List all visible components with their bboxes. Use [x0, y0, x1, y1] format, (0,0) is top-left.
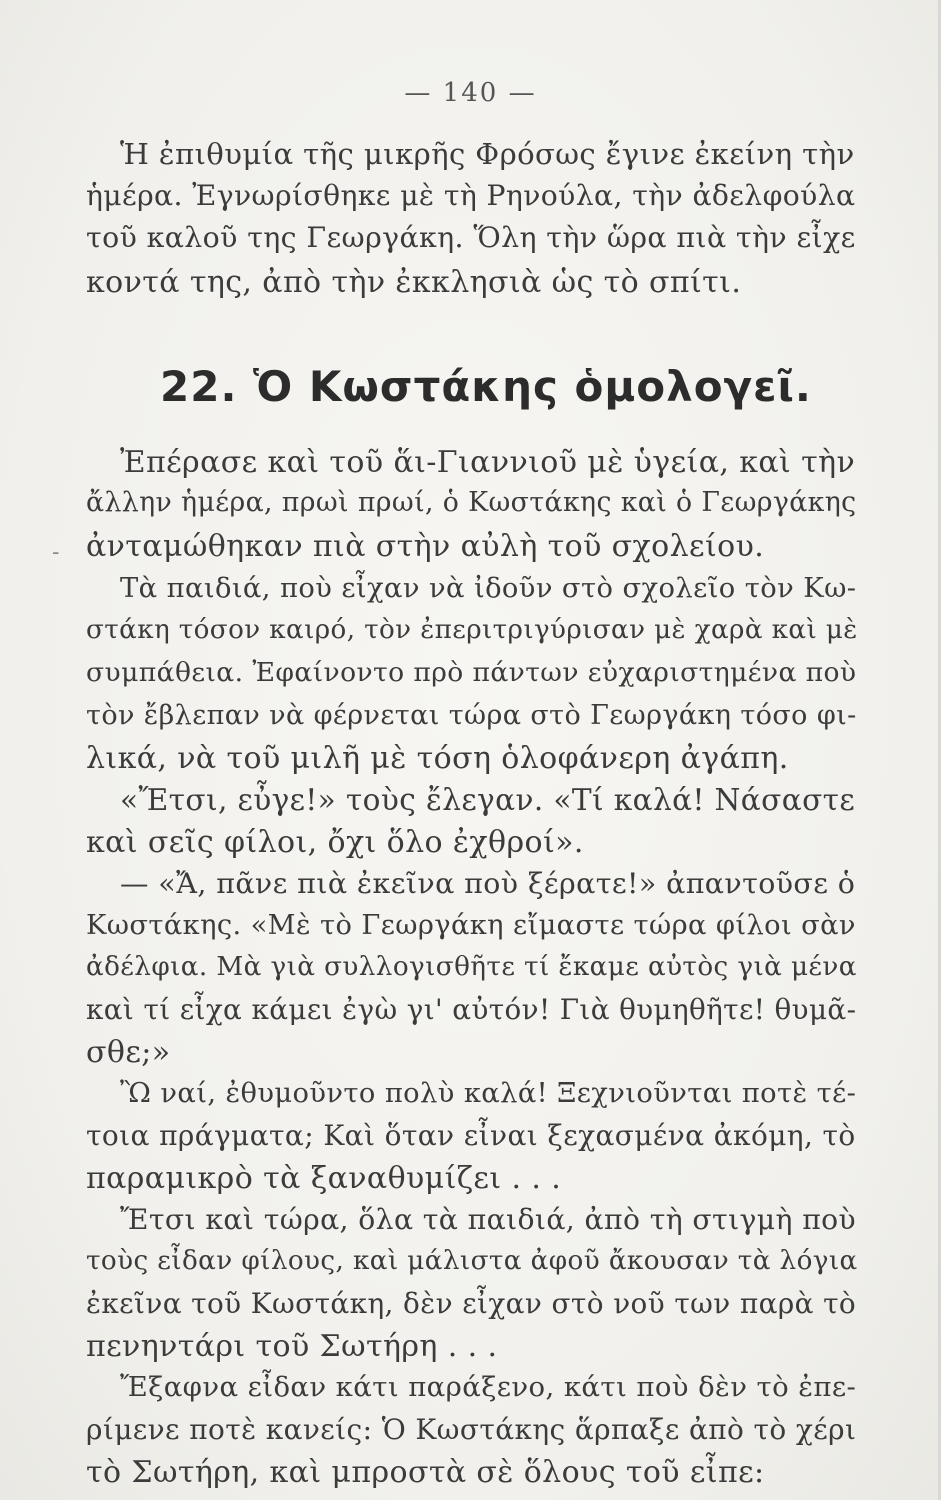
margin-dash-mark: -: [52, 540, 60, 565]
text-line: Ἔξαφνα εἶδαν κάτι παράξενο, κάτι ποὺ δὲν τὸ ἐπε-: [120, 1371, 857, 1403]
text-line: σθε;»: [86, 1035, 171, 1070]
text-line: Κωστάκης. «Μὲ τὸ Γεωργάκη εἴμαστε τώρα φίλοι σὰν: [86, 910, 856, 941]
text-line: καὶ τί εἶχα κάμει ἐγὼ γι' αὐτόν! Γιὰ θυμηθῆτε! θυμᾶ-: [86, 993, 857, 1026]
text-line: Ἔτσι καὶ τώρα, ὅλα τὰ παιδιά, ἀπὸ τὴ στιγμὴ ποὺ: [120, 1203, 857, 1236]
text-line: τοῦ καλοῦ της Γεωργάκη. Ὅλη τὴν ὥρα πιὰ τὴν εἶχε: [86, 221, 856, 254]
text-line: Ἡ ἐπιθυμία τῆς μικρῆς Φρόσως ἔγινε ἐκείνη τὴν: [120, 137, 855, 171]
text-line: «Ἔτσι, εὖγε!» τοὺς ἔλεγαν. «Τί καλά! Νάσαστε: [120, 783, 856, 817]
text-line: τὸ Σωτήρη, καὶ μπροστὰ σὲ ὅλους τοῦ εἶπε:: [86, 1455, 765, 1490]
text-line: τοὺς εἶδαν φίλους, καὶ μάλιστα ἀφοῦ ἄκουσαν τὰ λόγια: [86, 1246, 858, 1276]
text-line: ἡμέρα. Ἐγνωρίσθηκε μὲ τὴ Ρηνούλα, τὴν ἀδελφούλα: [86, 179, 856, 212]
text-line: κοντά της, ἀπὸ τὴν ἐκκλησιὰ ὡς τὸ σπίτι.: [86, 265, 742, 300]
chapter-heading: 22. Ὁ Κωστάκης ὁμολογεῖ.: [160, 362, 812, 411]
text-line: παραμικρὸ τὰ ξαναθυμίζει . . .: [86, 1161, 562, 1196]
text-line: τοια πράγματα; Καὶ ὅταν εἶναι ξεχασμένα ἀκόμη, τὸ: [86, 1119, 856, 1152]
text-line: στάκη τόσον καιρό, τὸν ἐπεριτριγύρισαν μὲ χαρὰ καὶ μὲ: [86, 615, 858, 645]
text-line: ἀνταμώθηκαν πιὰ στὴν αὐλὴ τοῦ σχολείου.: [86, 529, 765, 564]
text-line: λικά, νὰ τοῦ μιλῆ μὲ τόση ὁλοφάνερη ἀγάπη.: [86, 741, 789, 776]
text-line: Ὢ ναί, ἐθυμοῦντο πολὺ καλά! Ξεχνιοῦνται ποτὲ τέ-: [120, 1078, 857, 1109]
text-line: πενηντάρι τοῦ Σωτήρη . . .: [86, 1329, 498, 1364]
text-line: συμπάθεια. Ἐφαίνοντο πρὸ πάντων εὐχαριστημένα ποὺ: [86, 657, 857, 688]
text-line: Τὰ παιδιά, ποὺ εἶχαν νὰ ἰδοῦν στὸ σχολεῖο τὸν Κω-: [120, 573, 857, 604]
text-line: — «Ἄ, πᾶνε πιὰ ἐκεῖνα ποὺ ξέρατε!» ἀπαντοῦσε ὁ: [120, 867, 856, 900]
text-line: Ἐπέρασε καὶ τοῦ ἅι-Γιαννιοῦ μὲ ὑγεία, καὶ τὴν: [120, 445, 856, 480]
text-line: τὸν ἔβλεπαν νὰ φέρνεται τώρα στὸ Γεωργάκη τόσο φι-: [86, 700, 857, 731]
text-line: ρίμενε ποτὲ κανείς: Ὁ Κωστάκης ἅρπαξε ἀπὸ τὸ χέρι: [86, 1413, 857, 1446]
text-line: ἐκεῖνα τοῦ Κωστάκη, δὲν εἶχαν στὸ νοῦ των παρὰ τὸ: [86, 1287, 857, 1320]
text-line: ἄλλην ἡμέρα, πρωὶ πρωί, ὁ Κωστάκης καὶ ὁ Γεωργάκης: [86, 487, 857, 518]
page-number: — 140 —: [404, 78, 537, 108]
text-line: καὶ σεῖς φίλοι, ὄχι ὅλο ἐχθροί».: [86, 825, 584, 860]
text-line: ἀδέλφια. Μὰ γιὰ συλλογισθῆτε τί ἔκαμε αὐτὸς γιὰ μένα: [86, 952, 857, 982]
